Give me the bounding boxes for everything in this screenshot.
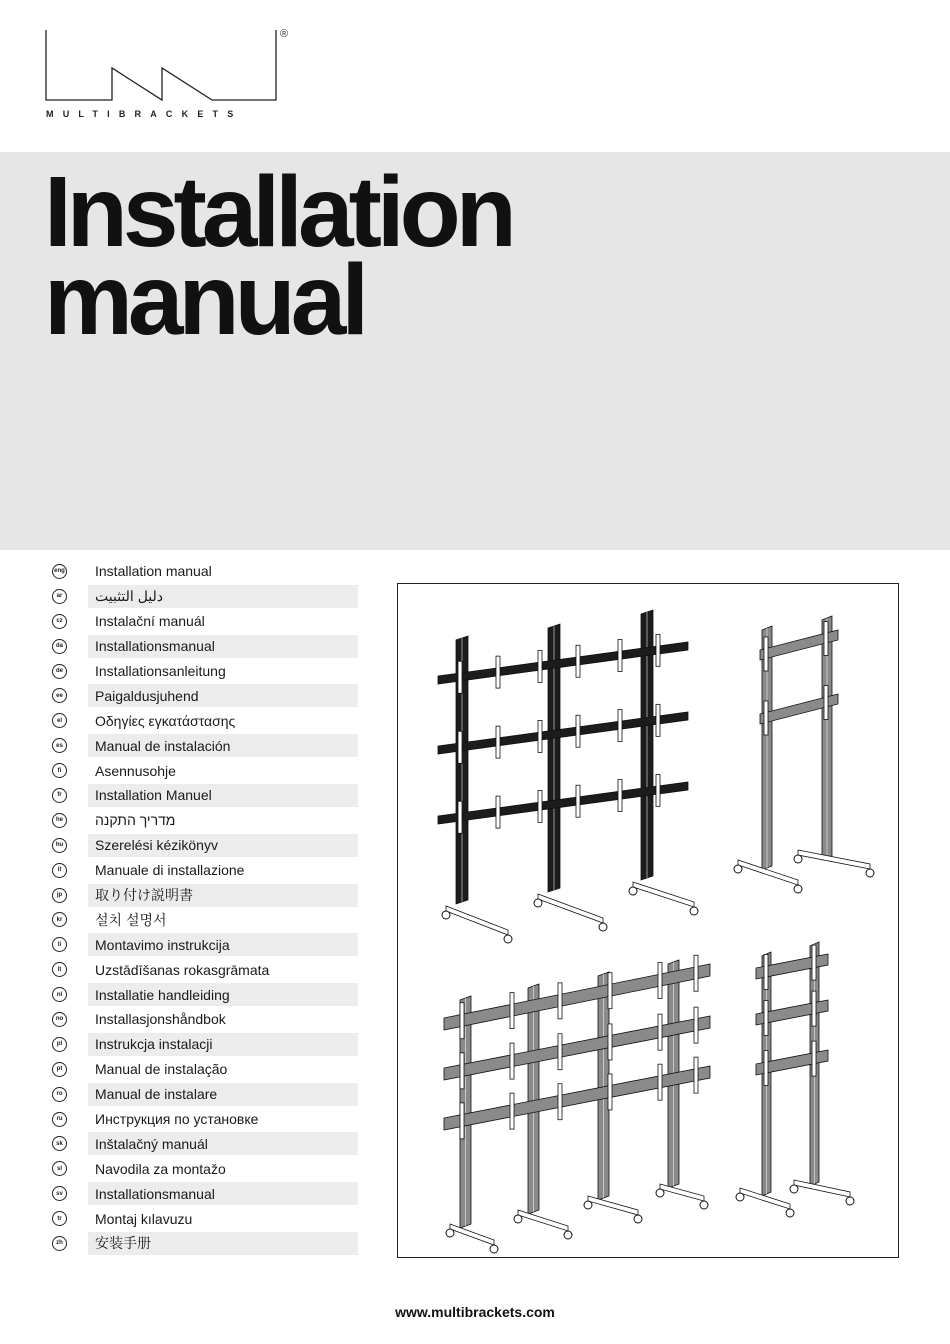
language-code-badge: no xyxy=(52,1012,67,1027)
caster-wheel xyxy=(534,899,542,907)
caster-wheel xyxy=(564,1231,572,1239)
language-item xyxy=(48,708,358,733)
language-label: Instalační manuál xyxy=(95,613,205,630)
caster-wheel xyxy=(514,1215,522,1223)
mw-logo-icon xyxy=(44,28,284,108)
language-code-badge: ru xyxy=(52,1112,67,1127)
language-code-badge: nl xyxy=(52,987,67,1002)
language-label: Szerelési kézikönyv xyxy=(95,837,218,854)
language-label: Montavimo instrukcija xyxy=(95,936,230,953)
language-label: Navodila za montažo xyxy=(95,1160,226,1177)
language-item xyxy=(48,659,358,684)
language-label: Installationsmanual xyxy=(95,638,215,655)
vesa-bracket xyxy=(558,1084,562,1120)
vesa-bracket xyxy=(658,1014,662,1050)
stand-foot xyxy=(660,1184,704,1201)
language-label: מדריך התקנה xyxy=(95,812,176,829)
title-line-1: Installation xyxy=(44,156,512,268)
language-item xyxy=(48,758,358,783)
vesa-bracket xyxy=(460,1103,464,1139)
language-label: Installasjonshåndbok xyxy=(95,1011,226,1028)
language-label: Installation manual xyxy=(95,563,212,580)
language-label: Οδηγίες εγκατάστασης xyxy=(95,712,236,729)
language-label: Manual de instalare xyxy=(95,1086,218,1103)
language-code-badge: pt xyxy=(52,1062,67,1077)
caster-wheel xyxy=(690,907,698,915)
caster-wheel xyxy=(734,865,742,873)
language-item xyxy=(48,1082,358,1107)
caster-wheel xyxy=(786,1209,794,1217)
language-item xyxy=(48,733,358,758)
caster-wheel xyxy=(629,887,637,895)
vesa-bracket xyxy=(458,661,462,693)
vesa-bracket xyxy=(496,726,500,758)
language-label: Manual de instalação xyxy=(95,1061,228,1078)
language-item xyxy=(48,808,358,833)
vesa-bracket xyxy=(458,731,462,763)
language-item xyxy=(48,1206,358,1231)
vesa-bracket xyxy=(608,1074,612,1110)
language-item xyxy=(48,883,358,908)
language-label: Manual de instalación xyxy=(95,737,231,754)
language-label: Asennusohje xyxy=(95,762,176,779)
language-item xyxy=(48,1057,358,1082)
language-code-badge: it xyxy=(52,863,67,878)
language-code-badge: lt xyxy=(52,962,67,977)
vesa-bracket xyxy=(764,637,768,671)
language-item xyxy=(48,957,358,982)
language-label: دليل التثبيت xyxy=(95,587,164,604)
caster-wheel xyxy=(599,923,607,931)
language-item xyxy=(48,783,358,808)
caster-wheel xyxy=(866,869,874,877)
language-label: Inštalačný manuál xyxy=(95,1135,208,1152)
language-code-badge: kr xyxy=(52,912,67,927)
language-label: Installation Manuel xyxy=(95,787,212,804)
vesa-bracket xyxy=(618,640,622,672)
language-code-badge: fi xyxy=(52,763,67,778)
vesa-bracket xyxy=(656,774,660,806)
vesa-bracket xyxy=(764,1000,768,1035)
vesa-bracket xyxy=(618,780,622,812)
vesa-bracket xyxy=(812,1041,816,1076)
caster-wheel xyxy=(442,911,450,919)
language-item xyxy=(48,1032,358,1057)
language-label: Installatie handleiding xyxy=(95,986,230,1003)
language-item xyxy=(48,559,358,584)
footer-url: www.multibrackets.com xyxy=(395,1304,555,1320)
vesa-bracket xyxy=(824,686,828,720)
language-label: Installationsmanual xyxy=(95,1185,215,1202)
stand-foot xyxy=(588,1196,638,1215)
language-item xyxy=(48,833,358,858)
vesa-bracket xyxy=(510,1043,514,1079)
stand-foot xyxy=(446,906,508,935)
language-item xyxy=(48,932,358,957)
language-item xyxy=(48,634,358,659)
vesa-bracket xyxy=(824,622,828,656)
language-item xyxy=(48,907,358,932)
language-code-badge: cz xyxy=(52,614,67,629)
registered-mark: ® xyxy=(280,28,289,40)
language-item xyxy=(48,1156,358,1181)
vesa-bracket xyxy=(496,796,500,828)
language-code-badge: es xyxy=(52,738,67,753)
caster-wheel xyxy=(794,885,802,893)
language-code-badge: fr xyxy=(52,788,67,803)
language-code-badge: de xyxy=(52,664,67,679)
caster-wheel xyxy=(794,855,802,863)
language-code-badge: ar xyxy=(52,589,67,604)
language-item xyxy=(48,982,358,1007)
brand-logo xyxy=(44,28,300,124)
vesa-bracket xyxy=(538,650,542,682)
caster-wheel xyxy=(790,1185,798,1193)
caster-wheel xyxy=(446,1229,454,1237)
language-code-badge: he xyxy=(52,813,67,828)
stand-foot xyxy=(450,1224,494,1245)
caster-wheel xyxy=(490,1245,498,1253)
vesa-bracket xyxy=(558,1034,562,1070)
language-label: 取り付け説明書 xyxy=(95,887,193,904)
vesa-bracket xyxy=(764,701,768,735)
caster-wheel xyxy=(736,1193,744,1201)
caster-wheel xyxy=(656,1189,664,1197)
language-label: 설치 설명서 xyxy=(95,911,167,928)
vesa-bracket xyxy=(658,1064,662,1100)
caster-wheel xyxy=(634,1215,642,1223)
language-item xyxy=(48,1131,358,1156)
vesa-bracket xyxy=(764,954,768,989)
language-label: Instrukcja instalacji xyxy=(95,1036,213,1053)
language-code-badge: jp xyxy=(52,888,67,903)
vesa-bracket xyxy=(510,1093,514,1129)
vesa-bracket xyxy=(460,1003,464,1039)
vesa-bracket xyxy=(694,1057,698,1093)
language-item xyxy=(48,1231,358,1256)
vesa-bracket xyxy=(576,645,580,677)
language-code-badge: tr xyxy=(52,1211,67,1226)
page-title xyxy=(44,156,512,356)
language-code-badge: eng xyxy=(52,564,67,579)
vesa-bracket xyxy=(608,973,612,1009)
vesa-bracket xyxy=(458,801,462,833)
language-label: Manuale di installazione xyxy=(95,862,245,879)
vesa-bracket xyxy=(558,983,562,1019)
caster-wheel xyxy=(504,935,512,943)
vesa-bracket xyxy=(658,963,662,999)
language-label: Montaj kılavuzu xyxy=(95,1210,193,1227)
language-code-badge: sv xyxy=(52,1186,67,1201)
vesa-bracket xyxy=(812,991,816,1026)
product-illustration xyxy=(397,583,899,1258)
title-line-2: manual xyxy=(44,244,365,356)
vesa-bracket xyxy=(538,720,542,752)
vesa-bracket xyxy=(618,710,622,742)
language-code-badge: da xyxy=(52,639,67,654)
caster-wheel xyxy=(584,1201,592,1209)
brand-name: MULTIBRACKETS xyxy=(46,109,243,119)
language-item xyxy=(48,1007,358,1032)
language-code-badge: sl xyxy=(52,1161,67,1176)
language-list xyxy=(48,559,358,1256)
vesa-bracket xyxy=(656,634,660,666)
language-code-badge: li xyxy=(52,937,67,952)
language-item xyxy=(48,584,358,609)
vesa-bracket xyxy=(496,656,500,688)
language-code-badge: zh xyxy=(52,1236,67,1251)
vesa-bracket xyxy=(538,790,542,822)
language-item xyxy=(48,683,358,708)
vesa-bracket xyxy=(764,1050,768,1085)
vesa-bracket xyxy=(608,1024,612,1060)
vesa-bracket xyxy=(510,993,514,1029)
language-code-badge: hu xyxy=(52,838,67,853)
language-item xyxy=(48,858,358,883)
language-label: Installationsanleitung xyxy=(95,663,226,679)
vesa-bracket xyxy=(694,955,698,991)
language-item xyxy=(48,1107,358,1132)
caster-wheel xyxy=(700,1201,708,1209)
language-code-badge: pl xyxy=(52,1037,67,1052)
language-item xyxy=(48,609,358,634)
language-label: Paigaldusjuhend xyxy=(95,687,199,704)
vesa-bracket xyxy=(576,785,580,817)
stand-foot xyxy=(794,1180,850,1197)
vesa-bracket xyxy=(576,715,580,747)
vesa-bracket xyxy=(694,1007,698,1043)
language-code-badge: el xyxy=(52,713,67,728)
caster-wheel xyxy=(846,1197,854,1205)
stand-foot xyxy=(633,882,694,907)
language-label: Инструкция по установке xyxy=(95,1111,259,1128)
stand-foot xyxy=(538,894,603,923)
vesa-bracket xyxy=(656,704,660,736)
vesa-bracket xyxy=(812,945,816,980)
language-item xyxy=(48,1181,358,1206)
language-label: Uzstādīšanas rokasgrāmata xyxy=(95,961,270,978)
stand-foot xyxy=(518,1210,568,1231)
language-code-badge: sk xyxy=(52,1136,67,1151)
stand-foot xyxy=(798,850,870,869)
language-label: 安装手册 xyxy=(95,1235,151,1252)
video-wall-stands-illustration xyxy=(398,584,900,1259)
vesa-bracket xyxy=(460,1053,464,1089)
language-code-badge: ro xyxy=(52,1087,67,1102)
language-code-badge: ee xyxy=(52,688,67,703)
